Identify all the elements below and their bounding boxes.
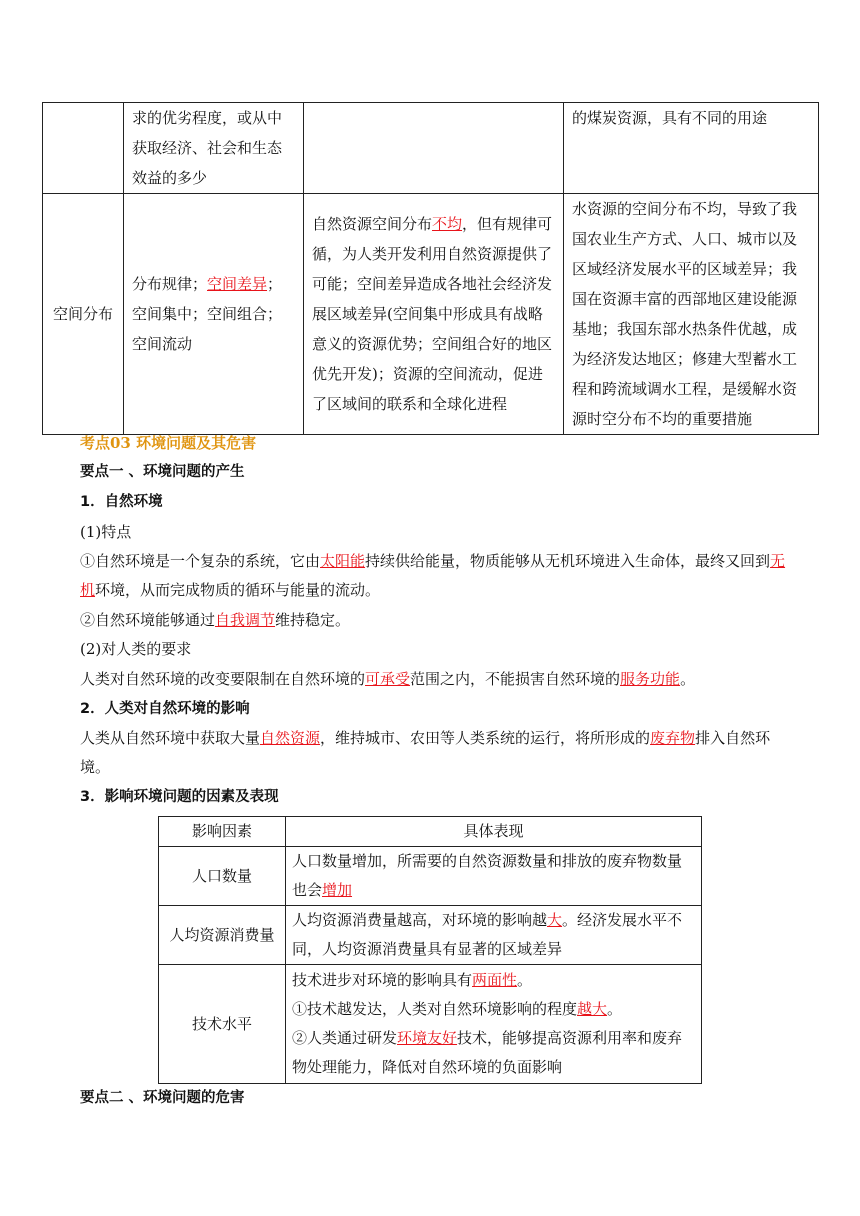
paragraph: 人类从自然环境中获取大量自然资源，维持城市、农田等人类系统的运行，将所形成的废弃物排入自然环境。 xyxy=(80,729,771,776)
table-cell: 求的优劣程度，或从中获取经济、社会和生态效益的多少 xyxy=(124,103,304,194)
factors-table xyxy=(158,816,702,1084)
paragraph: ②自然环境能够通过自我调节维持稳定。 xyxy=(80,611,351,629)
table-cell: 人口数量 xyxy=(159,847,286,906)
table-cell: 水资源的空间分布不均，导致了我国农业生产方式、人口、城市以及区域经济发展水平的区域差异；我国在资源丰富的西部地区建设能源基地；我国东部水热条件优越，成为经济发达地区；修建大型蓄水工程和跨流域调水工程，是缓解水资源时空分布不均的重要措施 xyxy=(564,194,819,435)
column-header: 影响因素 xyxy=(159,817,286,847)
table-row xyxy=(43,194,819,435)
table-cell: 技术水平 xyxy=(159,965,286,1084)
table-cell: 人口数量增加，所需要的自然资源数量和排放的废弃物数量也会增加 xyxy=(286,847,702,906)
paragraph: 人类对自然环境的改变要限制在自然环境的可承受范围之内，不能损害自然环境的服务功能。 xyxy=(80,670,696,688)
heading-point-2: 要点二 、环境问题的危害 xyxy=(80,1090,245,1106)
column-header: 具体表现 xyxy=(286,817,702,847)
resource-table xyxy=(42,102,819,435)
subheading: (1)特点 xyxy=(80,523,132,541)
subheading: (2)对人类的要求 xyxy=(80,640,192,658)
table-cell xyxy=(43,103,124,194)
heading-human-impact: 2．人类对自然环境的影响 xyxy=(80,701,250,717)
table-cell: 人均资源消费量越高，对环境的影响越大。经济发展水平不同，人均资源消费量具有显著的区域差异 xyxy=(286,906,702,965)
table-row xyxy=(43,103,819,194)
table-cell: 技术进步对环境的影响具有两面性。 ①技术越发达，人类对自然环境影响的程度越大。 ②人类通过研发环境友好技术，能够提高资源利用率和废弃物处理能力，降低对自然环境的负面影响 xyxy=(286,965,702,1084)
table-cell: 分布规律；空间差异；空间集中；空间组合；空间流动 xyxy=(124,194,304,435)
heading-point-1: 要点一 、环境问题的产生 xyxy=(80,464,245,480)
table-cell: 自然资源空间分布不均，但有规律可循，为人类开发利用自然资源提供了可能；空间差异造成各地社会经济发展区域差异(空间集中形成具有战略意义的资源优势；空间组合好的地区优先开发)；资源的空间流动，促进了区域间的联系和全球化进程 xyxy=(304,194,564,435)
heading-factors: 3．影响环境问题的因素及表现 xyxy=(80,789,279,805)
table-row xyxy=(159,906,702,965)
table-row xyxy=(159,965,702,1084)
row-header-spatial: 空间分布 xyxy=(43,194,124,435)
table-cell xyxy=(304,103,564,194)
paragraph: ①自然环境是一个复杂的系统，它由太阳能持续供给能量，物质能够从无机环境进入生命体，最终又回到无机环境，从而完成物质的循环与能量的流动。 xyxy=(80,552,786,599)
table-row xyxy=(159,847,702,906)
heading-natural-env: 1．自然环境 xyxy=(80,494,163,510)
table-header-row xyxy=(159,817,702,847)
section-title: 考点03 环境问题及其危害 xyxy=(80,434,257,452)
table-cell: 的煤炭资源，具有不同的用途 xyxy=(564,103,819,194)
table-cell: 人均资源消费量 xyxy=(159,906,286,965)
